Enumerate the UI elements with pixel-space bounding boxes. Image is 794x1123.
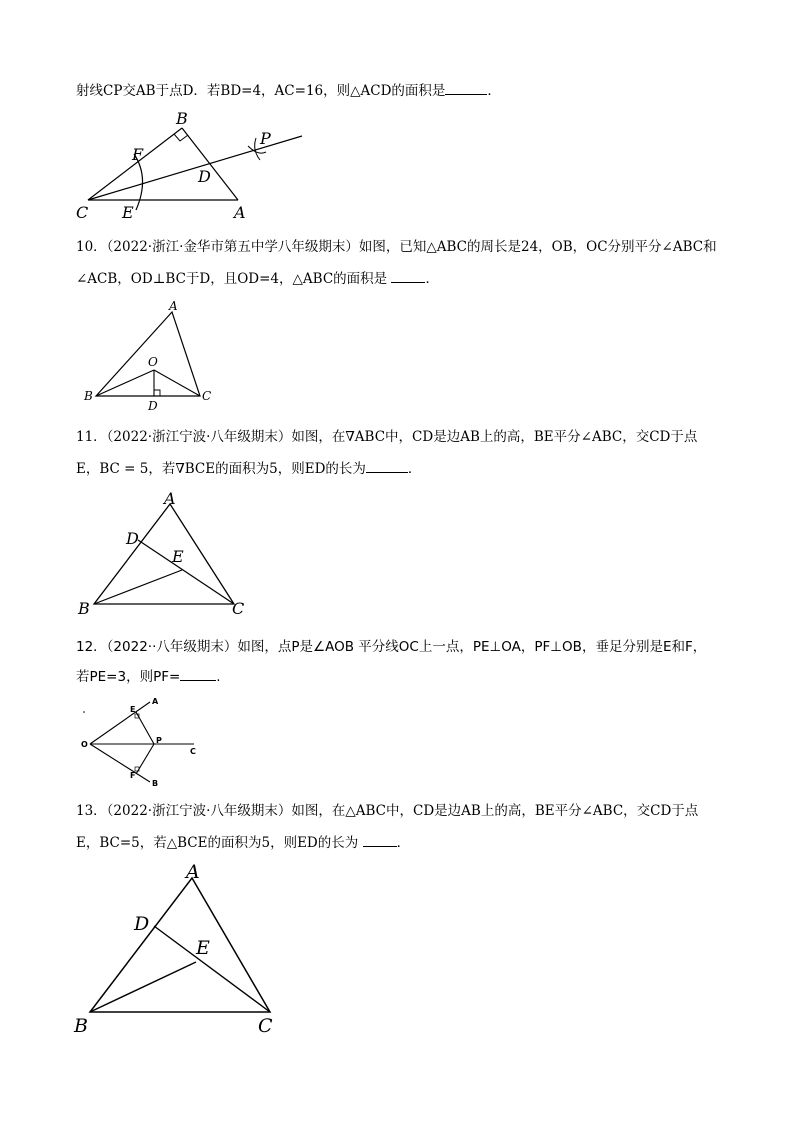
ray-ob bbox=[90, 744, 150, 782]
answer-blank[interactable] bbox=[445, 82, 487, 95]
segment-cd bbox=[138, 540, 234, 604]
segment-ob bbox=[96, 370, 154, 396]
triangle-abc bbox=[94, 504, 234, 604]
figure-angle-bisector bbox=[70, 108, 320, 224]
dot-mark bbox=[83, 711, 85, 713]
label-e: E bbox=[130, 705, 136, 714]
segment-be bbox=[90, 962, 196, 1012]
figure-q11-triangle bbox=[74, 490, 254, 620]
label-d: D bbox=[148, 399, 158, 413]
label-o: O bbox=[148, 355, 158, 369]
q10-answer-blank[interactable] bbox=[391, 270, 425, 283]
label-e: E bbox=[122, 203, 134, 222]
q11-line-2: E，BC = 5，若∇BCE的面积为5，则ED的长为 ． bbox=[76, 461, 422, 477]
q10-line-1: 10．（2022·浙江·金华市第五中学八年级期末）如图，已知△ABC的周长是24，OB，OC分别平分∠ABC和 bbox=[76, 239, 717, 255]
label-c: C bbox=[76, 203, 89, 222]
label-b: B bbox=[176, 109, 188, 128]
segment-cd bbox=[154, 926, 270, 1012]
right-angle-mark bbox=[174, 134, 188, 141]
label-a: A bbox=[169, 299, 178, 313]
label-c: C bbox=[190, 747, 196, 756]
right-angle-mark bbox=[154, 390, 160, 396]
label-a: A bbox=[186, 861, 200, 883]
figure-q13-triangle bbox=[74, 862, 294, 1042]
label-b: B bbox=[84, 389, 93, 403]
label-f: F bbox=[132, 145, 144, 164]
ray-oa bbox=[90, 702, 150, 744]
label-c: C bbox=[258, 1015, 273, 1037]
q13-line-1: 13．（2022·浙江宁波·八年级期末）如图，在△ABC中，CD是边AB上的高，BE平分∠ABC，交CD于点 bbox=[76, 803, 699, 819]
label-a: A bbox=[164, 489, 176, 508]
label-d: D bbox=[126, 529, 139, 548]
label-c: C bbox=[202, 389, 212, 403]
label-d: D bbox=[198, 167, 211, 186]
q13-line-2: E，BC=5，若△BCE的面积为5，则ED的长为 ． bbox=[76, 835, 411, 851]
label-b: B bbox=[74, 1015, 88, 1037]
triangle-abc bbox=[96, 312, 200, 396]
q11-line-1: 11．（2022·浙江宁波·八年级期末）如图，在∇ABC中，CD是边AB上的高，BE平分∠ABC，交CD于点 bbox=[76, 429, 698, 445]
segment-cb bbox=[88, 128, 182, 200]
q12-line-1: 12．（2022··八年级期末）如图，点P是∠AOB 平分线OC上一点，PE⊥OA，PF⊥OB，垂足分别是E和F， bbox=[76, 639, 707, 655]
label-o: O bbox=[81, 740, 88, 749]
figure-q10-triangle bbox=[80, 300, 220, 415]
q12-answer-blank[interactable] bbox=[180, 668, 216, 681]
label-p: P bbox=[260, 129, 271, 148]
label-d: D bbox=[134, 913, 150, 935]
label-a: A bbox=[234, 203, 246, 222]
label-p: P bbox=[156, 736, 162, 745]
figure-q12-bisector bbox=[80, 694, 210, 790]
label-c: C bbox=[232, 599, 245, 618]
label-e: E bbox=[172, 547, 184, 566]
q13-answer-blank[interactable] bbox=[363, 834, 397, 847]
label-f: F bbox=[130, 771, 136, 780]
label-b: B bbox=[78, 599, 90, 618]
q11-answer-blank[interactable] bbox=[366, 460, 408, 473]
q12-line-2: 若PE=3，则PF= . bbox=[76, 669, 221, 685]
fragment-line-1: 射线CP交AB于点D．若BD=4，AC=16，则△ACD的面积是 ． bbox=[76, 83, 501, 99]
label-a: A bbox=[152, 697, 159, 706]
label-e: E bbox=[196, 937, 210, 959]
label-b: B bbox=[152, 779, 159, 788]
q10-line-2: ∠ACB，OD⊥BC于D，且OD=4，△ABC的面积是 ． bbox=[76, 271, 439, 287]
